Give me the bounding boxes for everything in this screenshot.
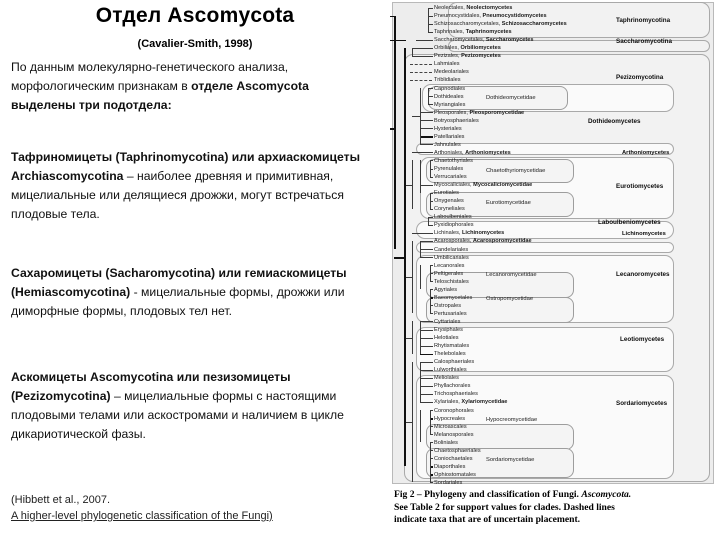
taxon-row: Cyttariales [434,318,461,325]
taxon-row: Sordariales [434,479,463,486]
branch-horizontal [430,209,433,210]
figure-caption [394,489,716,527]
branch-horizontal [420,370,433,371]
taxon-row: Dothideales [434,93,464,100]
clade-box-leotiomycetes [416,327,674,372]
branch-vertical [412,48,413,56]
phylogeny-figure [390,0,720,540]
taxon-row: Taphrinales, Taphrinomycetes [434,29,512,36]
taxon-row: Xylariales, Xylariomycetidae [434,399,508,406]
branch-horizontal [412,56,433,57]
branch-horizontal [412,48,433,49]
branch-horizontal [420,128,433,129]
label-sordariomycetes: Sordariomycetes [616,399,668,407]
taxon-row: Medeolariales [434,69,469,76]
branch-vertical [420,362,421,402]
label-chaetothyriomycetidae: Chaetothyriomycetidae [486,167,546,174]
branch-dashed [410,80,432,81]
paragraph-taphrinomycotina: Тафриномицеты (Taphrinomycotina) или архиаскомицеты Archiascomycotina – наиболее древняя и примитивная, мицелиальные или делящиеся дрожжи, могут встречаться плодовые тела. [11,150,360,221]
branch-horizontal [390,128,394,130]
branch-horizontal [420,386,433,387]
branch-horizontal [430,313,433,314]
branch-horizontal [420,257,433,258]
taxon-row: Umbilicariales [434,254,469,261]
label-leotiomycetes: Leotiomycetes [620,335,665,343]
branch-horizontal [412,233,433,234]
label-eurotiomycetidae: Eurotiomycetidae [486,199,531,206]
taxon-row: Helotiales [434,335,459,342]
branch-horizontal [420,185,433,186]
label-taphrinomycotina: Taphrinomycotina [616,16,671,24]
taxon-row: Phyllachorales [434,383,471,390]
taxon-row: Neolectales, Neolectomycetes [434,5,513,11]
taxon-row: Hypocreales [434,415,466,422]
branch-horizontal [412,152,433,153]
taxon-row: Pezizales, Pezizomycetes [434,53,501,60]
taxon-row: Ostropales [434,302,462,309]
intro-paragraph: По данным молекулярно-генетического анализа, морфологическим признакам в отделе Ascomycota выделены три подотдела: [11,60,309,112]
page-subtitle: (Cavalier-Smith, 1998) [137,38,253,50]
label-pezizomycotina: Pezizomycotina [616,74,664,82]
branch-horizontal [420,362,433,363]
taxon-row: Jahnulales [434,141,461,148]
taxon-row: Pyrenulales [434,166,464,172]
taxon-row: Pleosporales, Pleosporomycetidae [434,109,525,116]
branch-vertical [412,241,413,313]
branch-vertical [428,88,429,104]
taxon-row: Diaporthales [434,463,466,470]
reference-line-1: (Hibbett et al., 2007. [11,494,111,506]
taxon-row: Hysteriales [434,125,462,132]
branch-vertical [428,8,429,32]
taxon-row: Baeomycetales [434,294,473,301]
branch-vertical [430,410,431,434]
branch-horizontal [420,354,433,356]
branch-vertical [428,217,429,225]
branch-dashed [410,64,432,65]
branch-horizontal [390,40,406,42]
branch-vertical [420,160,421,192]
branch-vertical [404,48,406,467]
taxon-row: Trichosphaeriales [434,391,478,398]
label-laboulbeniomycetes: Laboulbeniomycetes [598,218,661,226]
branch-vertical [430,442,431,482]
branch-horizontal [420,321,433,322]
branch-horizontal [420,144,433,145]
branch-horizontal [420,394,433,395]
branch-vertical [412,362,413,483]
branch-vertical [430,289,431,313]
page-title: Отдел Ascomycota [95,4,295,27]
branch-vertical [420,241,421,257]
taxon-row: Eurotiales [434,190,459,197]
taxon-row: Myriangiales [434,101,466,108]
taxon-row: Peltigerales [434,270,464,277]
branch-horizontal [430,177,433,178]
branch-horizontal [420,112,433,113]
taxon-row: Saccharomycetales, Saccharomycetes [434,37,534,44]
branch-horizontal [430,434,433,435]
branch-vertical [420,410,421,442]
label-sordariomycetidae: Sordariomycetidae [486,457,535,464]
taxon-row: Capnodiales [434,85,466,92]
branch-horizontal [394,257,404,259]
branch-horizontal [430,281,433,282]
label-saccharomycotina: Saccharomycotina [616,37,672,45]
branch-vertical [420,265,421,289]
branch-vertical [412,321,413,353]
paragraph-saccharomycotina: Сахаромицеты (Sacharomycotina) или гемиаскомицеты (Hemiascomycotina) - мицелиальные формы, дрожжи или диморфные формы, плодовых тел нет. [11,266,347,318]
branch-dashed [410,72,432,73]
branch-horizontal [428,32,433,33]
taxon-row: Teloschistales [434,278,469,285]
branch-horizontal [428,225,433,226]
label-lecanoromycetes: Lecanoromycetes [616,271,670,279]
taxon-row: Botryosphaeriales [434,117,479,124]
taxon-row: Schizosaccharomycetales, Schizosaccharomycetes [434,21,567,28]
branch-horizontal [428,104,433,105]
branch-vertical [430,265,431,281]
taxon-row: Arthoniales, Arthoniomycetes [434,149,511,156]
taxon-row: Coniochaetales [434,455,473,462]
branch-horizontal [390,16,394,18]
branch-horizontal [416,40,433,41]
branch-horizontal [420,338,433,339]
taxon-row: Lichinales, Lichinomycetes [434,230,505,237]
taxon-row: Chaetothyriales [434,157,473,164]
taxon-row: Patellariales [434,133,465,140]
reference-citation [11,492,381,524]
taxon-row: Agyriales [434,286,458,293]
label-dothideomycetidae: Dothideomycetidae [486,95,536,102]
taxon-row: Orbiliales, Orbiliomycetes [434,45,501,52]
branch-vertical [430,193,431,209]
branch-horizontal [420,120,433,121]
taxon-row: Erysiphales [434,327,463,333]
taxon-row: Verrucariales [434,174,467,181]
label-ostropomycetidae: Ostropomycetidae [486,296,534,303]
taxon-row: Pyxidiophorales [434,222,474,229]
branch-horizontal [420,378,433,379]
branch-horizontal [420,402,433,403]
branch-horizontal [420,249,433,250]
taxon-row: Pneumocystidales, Pneumocystidomycetes [434,13,547,20]
taxon-row: Ophiostomatales [434,471,476,478]
label-eurotiomycetes: Eurotiomycetes [616,182,664,190]
taxon-row: Triblidiales [434,77,461,84]
taxon-row: Calosphaeriales [434,359,475,366]
paragraph-pezizomycotina: Аскомицеты Ascomycotina или пезизомицеты (Pezizomycotina) – мицелиальные формы с настоящими плодовыми телами или аскостромами и наличием в цикле дикариотической фазы. [11,370,344,441]
branch-vertical [412,160,413,208]
label-arthoniomycetes: Arthoniomycetes [622,150,670,157]
taxon-row: Meliolales [434,375,459,382]
taxon-row: Chaetosphaeriales [434,447,481,454]
branch-vertical [420,112,421,144]
taxon-row: Acarosporales, Acarosporomycetidae [434,238,532,245]
branch-vertical [420,88,421,112]
taxon-row: Laboulbeniales [434,214,472,221]
branch-horizontal [420,346,433,347]
label-hypocreomycetidae: Hypocreomycetidae [486,417,538,424]
taxon-row: Lulworthiales [434,367,467,374]
label-dothideomycetes: Dothideomycetes [588,118,641,126]
branch-horizontal [412,116,420,117]
taxon-row: Microascales [434,423,467,430]
taxon-row: Candelariales [434,246,469,253]
branch-horizontal [430,482,433,483]
branch-horizontal [420,136,433,138]
taxon-row: Melanosporales [434,431,474,438]
caption-line-2: See Table 2 for support values for clades. Dashed lines [394,501,615,513]
taxon-row: Thelebolales [434,351,466,358]
taxon-row: Lahmiales [434,61,460,68]
branch-vertical [394,16,396,249]
label-lichinomycetes: Lichinomycetes [622,230,666,237]
taxon-row: Boliniales [434,439,458,446]
branch-vertical [420,321,421,353]
taxon-row: Lecanorales [434,262,465,269]
branch-horizontal [420,330,433,331]
taxon-row: Pertusariales [434,310,467,317]
taxon-row: Mycocaliciales, Mycocaliciomycetidae [434,182,533,189]
taxon-row: Coryneliales [434,206,465,213]
tree-canvas [390,0,720,484]
label-lecanoromycetidae: Lecanoromycetidae [486,272,537,279]
taxon-row: Rhytismatales [434,343,470,350]
taxon-row: Onygenales [434,198,464,205]
caption-line-1: Fig 2 – Phylogeny and classification of Fungi. Ascomycota. [394,489,632,500]
caption-line-3: indicate taxa that are of uncertain placement. [394,514,581,526]
taxon-row: Coronophorales [434,407,474,414]
branch-horizontal [420,241,433,242]
branch-vertical [430,160,431,176]
reference-line-2: A higher-level phylogenetic classification of the Fungi) [11,510,273,522]
